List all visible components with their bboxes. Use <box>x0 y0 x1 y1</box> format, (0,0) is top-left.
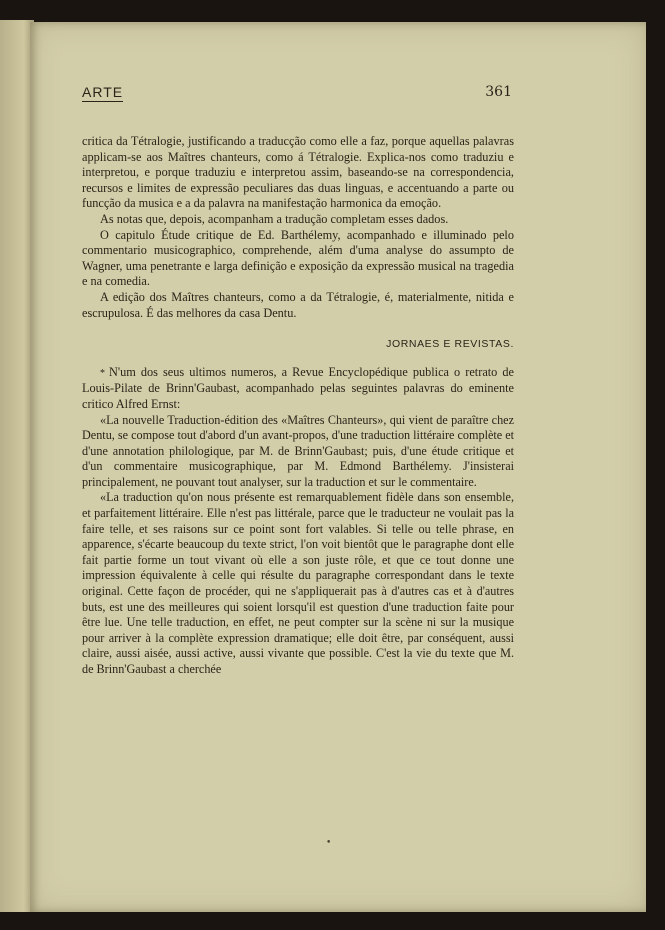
paragraph-edicao: A edição dos Maîtres chanteurs, como a da Tétralogie, é, materialmente, nitida e escrupulosa. É das melhores da casa Dentu. <box>82 289 514 320</box>
quoted-review <box>82 413 514 678</box>
revue-intro-text: N'um dos seus ultimos numeros, a Revue Encyclopédique publica o retrato de Louis-Pilate de Brinn'Gaubast, acompanhado pelas seguintes palavras do eminente critico Alfred Ernst: <box>82 364 514 411</box>
paragraph-etude-critique: O capitulo Étude critique de Ed. Barthélemy, acompanhado e illuminado pelo commentario musicographico, comprehende, além d'uma analyse do assumpto de Wagner, uma penetrante e larga definição e exposição da expressão musical na tragedia e na comedia. <box>82 227 514 289</box>
asterisk-mark: * <box>100 367 105 379</box>
previous-page-edge <box>0 20 34 912</box>
paragraph-notas: As notas que, depois, acompanham a tradução completam esses dados. <box>100 211 449 226</box>
page-header <box>82 84 512 108</box>
section-heading: JORNAES E REVISTAS. <box>386 338 514 351</box>
running-title: ARTE <box>82 84 124 100</box>
page-number: 361 <box>485 84 512 100</box>
quote-paragraph-1: «La nouvelle Traduction-édition des «Maîtres Chanteurs», qui vient de paraître chez Dentu, se compose tout d'abord d'un avant-propos, d'une traduction littéraire complète et d'une annotation philologique, par M. de Brinn'Gaubast; puis, d'une étude critique et d'un commentaire musicographique, par M. Edmond Barthélemy. J'insisterai principalement, ne pouvant tout analyser, sur la traduction et sur le commentaire. <box>82 412 515 489</box>
paragraph-tetralogie-critique: critica da Tétralogie, justificando a traducção como elle a faz, porque aquellas palavras applicam-se aos Maîtres chanteurs, como á Tétralogie. Explica-nos como traduziu e interpretou, e porque traduziu e interpretou assim, baseando-se na correspondencia, recursos e limites de expressão peculiares das duas linguas, e accentuando a parte ou funcção da musica e a da palavra na manifestação harmonica da emoção. <box>82 134 514 211</box>
quote-paragraph-2: «La traduction qu'on nous présente est remarquablement fidèle dans son ensemble, et parfaitement littéraire. Elle n'est pas littérale, parce que le traducteur ne voulait pas la faire telle, et ses raisons sur ce point sont fort valables. Si telle ou telle phrase, en apparence, s'écarte beaucoup du texte strict, l'on voit bientôt que le paragraphe dont elle fait partie forme un tout vivant où elle a son juste rôle, et que ce tout donne une impression équivalente à celle qui résulte du paragraphe correspondant dans le texte original. Cette façon de procéder, qui ne s'appliquerait pas à d'autres cas et à d'autres buts, est une des meilleures qui soient lorsqu'il est question d'une traduction faite pour être lue. Une telle traduction, en effet, ne peut compter sur la scène ni sur la musique pour arriver à la complète expression dramatique; elle doit être, par conséquent, aussi claire, aussi aisée, aussi active, aussi vivante que possible. C'est la vie du texte que M. de Brinn'Gaubast a cherchée <box>82 490 514 676</box>
page-body <box>82 134 514 678</box>
footer-dot: • <box>326 838 332 848</box>
paragraph-revue-intro <box>82 365 514 413</box>
